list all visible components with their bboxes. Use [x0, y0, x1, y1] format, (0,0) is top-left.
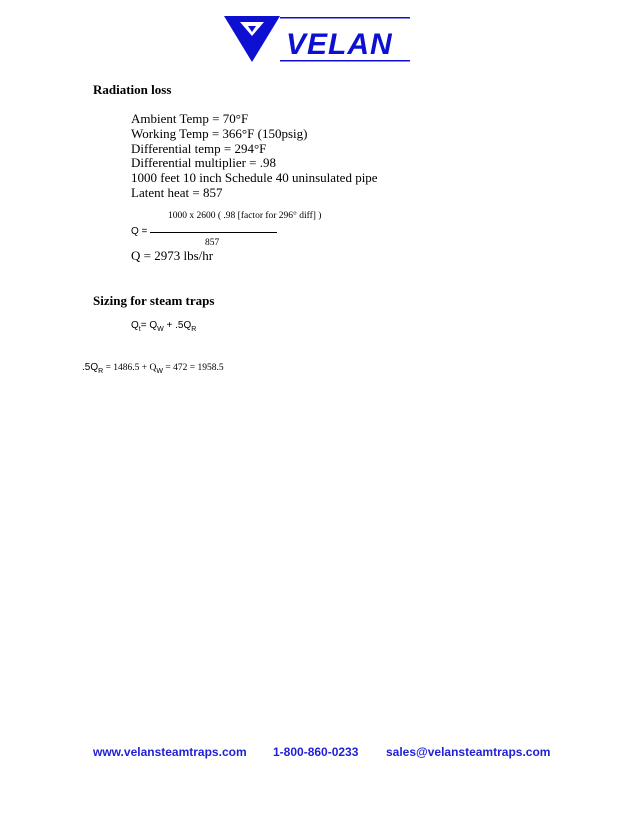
eq1-sub-w: W	[157, 326, 164, 333]
param-working-temp: Working Temp = 366°F (150psig)	[131, 125, 308, 141]
eq2-sub-w: W	[156, 368, 163, 375]
formula-result: Q = 2973 lbs/hr	[131, 248, 214, 263]
equation-calculation	[82, 362, 224, 373]
eq2-c: = 472 = 1958.5	[163, 363, 224, 373]
section-heading-radiation-loss: Radiation loss	[93, 82, 172, 97]
eq1-mid: = Q	[140, 320, 158, 331]
eq2-sub-r: R	[98, 368, 104, 375]
param-pipe: 1000 feet 10 inch Schedule 40 uninsulated pipe	[131, 170, 378, 186]
param-latent-heat: Latent heat = 857	[131, 184, 223, 200]
eq1-sub-r: R	[191, 326, 197, 333]
eq2-b: = 1486.5 + Q	[103, 363, 157, 373]
footer-phone[interactable]: 1-800-860-0233	[273, 745, 359, 759]
svg-text:VELAN: VELAN	[286, 28, 393, 61]
eq2-a: .5Q	[82, 362, 99, 373]
formula-numerator: 1000 x 2600 ( .98 [factor for 296° diff] )	[168, 211, 322, 221]
velan-logo	[222, 14, 412, 66]
formula-denominator: 857	[205, 238, 220, 248]
radiation-parameters	[131, 112, 378, 201]
param-ambient-temp: Ambient Temp = 70°F	[131, 111, 249, 126]
footer-email-link[interactable]: sales@velansteamtraps.com	[386, 745, 551, 759]
eq1-q: Q	[131, 320, 139, 331]
eq1-mid2: + .5Q	[163, 320, 192, 331]
fraction-bar	[150, 232, 277, 233]
eq1-sub-t: t	[138, 326, 141, 333]
equation-total-load	[131, 320, 196, 331]
section-heading-sizing: Sizing for steam traps	[93, 293, 215, 308]
param-differential-temp: Differential temp = 294°F	[131, 140, 267, 156]
param-differential-multiplier: Differential multiplier = .98	[131, 155, 276, 171]
formula-lhs: Q =	[131, 226, 148, 237]
footer-website-link[interactable]: www.velansteamtraps.com	[93, 745, 247, 759]
